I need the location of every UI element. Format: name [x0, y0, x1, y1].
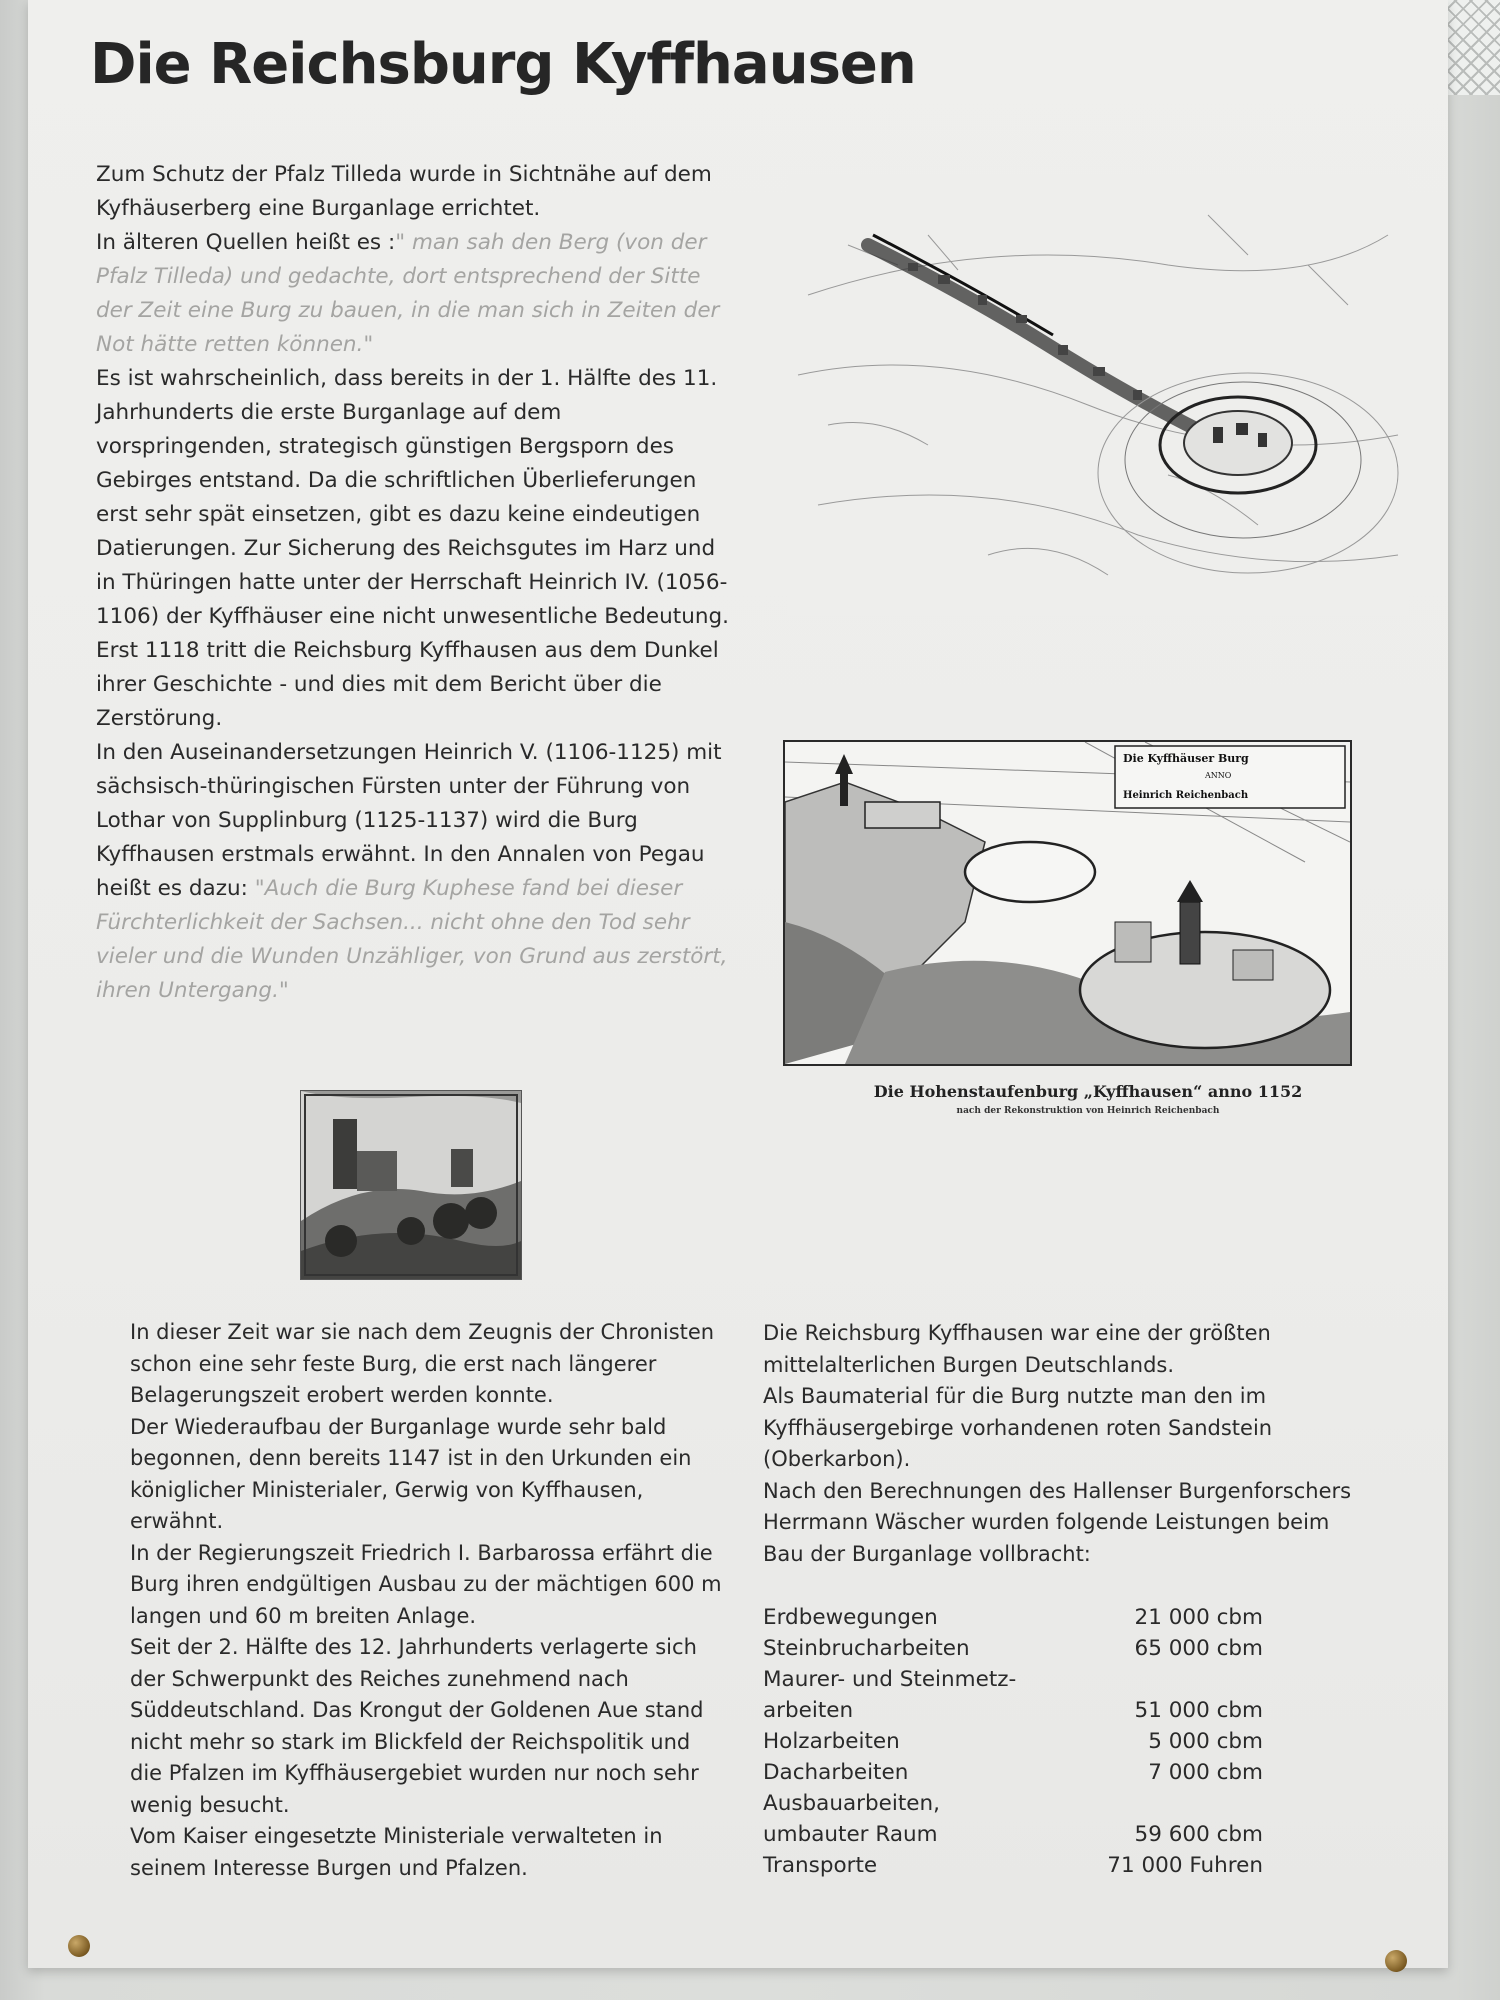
paragraph-shift: Seit der 2. Hälfte des 12. Jahrhunderts verlagerte sich der Schwerpunkt des Reiches zunehmend nach Süddeutschland. Das Krongut der Goldenen Aue stand nicht mehr so stark im Blickfeld der Reichspolitik und die Pfalzen im Kyffhäusergebiet wurden nur noch sehr wenig besucht.	[130, 1635, 704, 1817]
stat-value: 21 000 cbm	[1134, 1605, 1263, 1630]
ruin-engraving	[300, 1090, 522, 1280]
text-column-left-bottom	[130, 1317, 725, 1884]
paragraph-ministeriale: Vom Kaiser eingesetzte Ministeriale verwalteten in seinem Interesse Burgen und Pfalzen.	[130, 1824, 663, 1880]
wall-lattice	[1442, 0, 1500, 95]
banner-line-2: ANNO	[1205, 771, 1232, 780]
paragraph-1118: Erst 1118 tritt die Reichsburg Kyffhausen aus dem Dunkel ihrer Geschichte - und dies mit dem Bericht über die Zerstörung.	[96, 638, 719, 731]
intro-paragraph: Zum Schutz der Pfalz Tilleda wurde in Sichtnähe auf dem Kyfhäuserberg eine Burganlage errichtet.	[96, 162, 712, 221]
stat-value: 51 000 cbm	[1134, 1698, 1263, 1723]
stat-label: Maurer- und Steinmetz-	[763, 1667, 1017, 1692]
banner-line-3: Heinrich Reichenbach	[1123, 790, 1249, 801]
text-column-left-top	[96, 158, 736, 1008]
paragraph-pegau	[96, 736, 736, 1008]
stat-value	[1093, 1788, 1323, 1819]
pegau-lead: In den Auseinandersetzungen Heinrich V. (1106-1125) mit sächsisch-thüringischen Fürsten unter der Führung von Lothar von Supplinburg (1125-1137) wird die Burg Kyffhausen erstmals erwähnt. In den Annalen von Pegau heißt es dazu:	[96, 740, 722, 901]
quote-lead: In älteren Quellen heißt es :	[96, 230, 396, 255]
stat-value: 5 000 cbm	[1148, 1729, 1263, 1754]
stat-row	[763, 1602, 1323, 1633]
construction-stats-table	[763, 1602, 1323, 1881]
paragraph-first-castle: Es ist wahrscheinlich, dass bereits in der 1. Hälfte des 11. Jahrhunderts die erste Burganlage auf dem vorspringenden, strategisch günstigen Bergsporn des Gebirges entstand. Da die schriftlichen Überlieferungen erst sehr spät einsetzen, gibt es dazu keine eindeutigen Datierungen. Zur Sicherung des Reichsgutes im Harz und in Thüringen hatte unter der Herrschaft Heinrich IV. (1056-1106) der Kyffhäuser eine nicht unwesentliche Bedeutung.	[96, 366, 729, 629]
paragraph-calculations: Nach den Berechnungen des Hallenser Burgenforschers Herrmann Wäscher wurden folgende Leistungen beim Bau der Burganlage vollbracht:	[763, 1478, 1352, 1566]
stat-row	[763, 1726, 1323, 1757]
paragraph-strong-castle: In dieser Zeit war sie nach dem Zeugnis der Chronisten schon eine sehr feste Burg, die erst nach längerer Belagerungszeit erobert werden konnte.	[130, 1320, 715, 1407]
castle-aerial-drawing	[788, 175, 1408, 615]
stat-row	[763, 1757, 1323, 1788]
banner-line-1: Die Kyffhäuser Burg	[1123, 752, 1249, 765]
stat-label: Transporte	[763, 1853, 878, 1878]
paragraph-barbarossa: In der Regierungszeit Friedrich I. Barbarossa erfährt die Burg ihren endgültigen Ausbau zu der mächtigen 600 m langen und 60 m breiten Anlage.	[130, 1540, 722, 1628]
page-title: Die Reichsburg Kyffhausen	[90, 32, 916, 97]
stat-value: 7 000 cbm	[1148, 1760, 1263, 1785]
stat-value: 71 000 Fuhren	[1107, 1853, 1263, 1878]
stat-row	[763, 1695, 1323, 1726]
stat-row	[763, 1819, 1323, 1850]
stat-row	[763, 1850, 1323, 1881]
castle-reconstruction-drawing	[783, 740, 1352, 1066]
stat-value: 65 000 cbm	[1134, 1636, 1263, 1661]
stat-label: Dacharbeiten	[763, 1760, 909, 1785]
quote-text: " man sah den Berg (von der Pfalz Tilleda) und gedachte, dort entsprechend der Sitte der Zeit eine Burg zu bauen, in die man sich in Zeiten der Not hätte retten können."	[96, 230, 720, 357]
stat-label: Holzarbeiten	[763, 1729, 900, 1754]
stat-row	[763, 1788, 1323, 1819]
paragraph-rebuild: Der Wiederaufbau der Burganlage wurde sehr bald begonnen, denn bereits 1147 ist in den Urkunden ein königlicher Ministerialer, Gerwig von Kyffhausen, erwähnt.	[130, 1414, 692, 1533]
mounting-pin-left	[68, 1935, 90, 1957]
mounting-pin-right	[1385, 1950, 1407, 1972]
castle-aerial-sketch	[788, 175, 1408, 615]
stat-value	[1093, 1664, 1323, 1695]
quote-paragraph	[96, 226, 736, 362]
info-panel	[28, 0, 1448, 1968]
pegau-quote: "Auch die Burg Kuphese fand bei dieser Fürchterlichkeit der Sachsen... nicht ohne den Tod sehr vieler und die Wunden Unzähliger, von Grund aus zerstört, ihren Untergang."	[96, 876, 728, 1003]
paragraph-largest: Die Reichsburg Kyffhausen war eine der größten mittelalterlichen Burgen Deutschlands.	[763, 1321, 1271, 1377]
text-column-right-bottom	[763, 1318, 1353, 1570]
stat-label: arbeiten	[763, 1698, 854, 1723]
paragraph-material: Als Baumaterial für die Burg nutzte man den im Kyffhäusergebirge vorhandenen roten Sandstein (Oberkarbon).	[763, 1384, 1273, 1471]
stat-label: Steinbrucharbeiten	[763, 1636, 970, 1661]
stat-label: Ausbauarbeiten,	[763, 1791, 940, 1816]
ruin-engraving-image	[301, 1091, 521, 1279]
stat-label: Erdbewegungen	[763, 1605, 938, 1630]
stat-row	[763, 1664, 1323, 1695]
reconstruction-illustration	[785, 742, 1350, 1064]
stat-row	[763, 1633, 1323, 1664]
stat-label: umbauter Raum	[763, 1822, 938, 1847]
reconstruction-caption: Die Hohenstaufenburg „Kyffhausen“ anno 1152	[873, 1082, 1303, 1101]
stat-value: 59 600 cbm	[1134, 1822, 1263, 1847]
reconstruction-subcaption: nach der Rekonstruktion von Heinrich Reichenbach	[956, 1106, 1220, 1116]
